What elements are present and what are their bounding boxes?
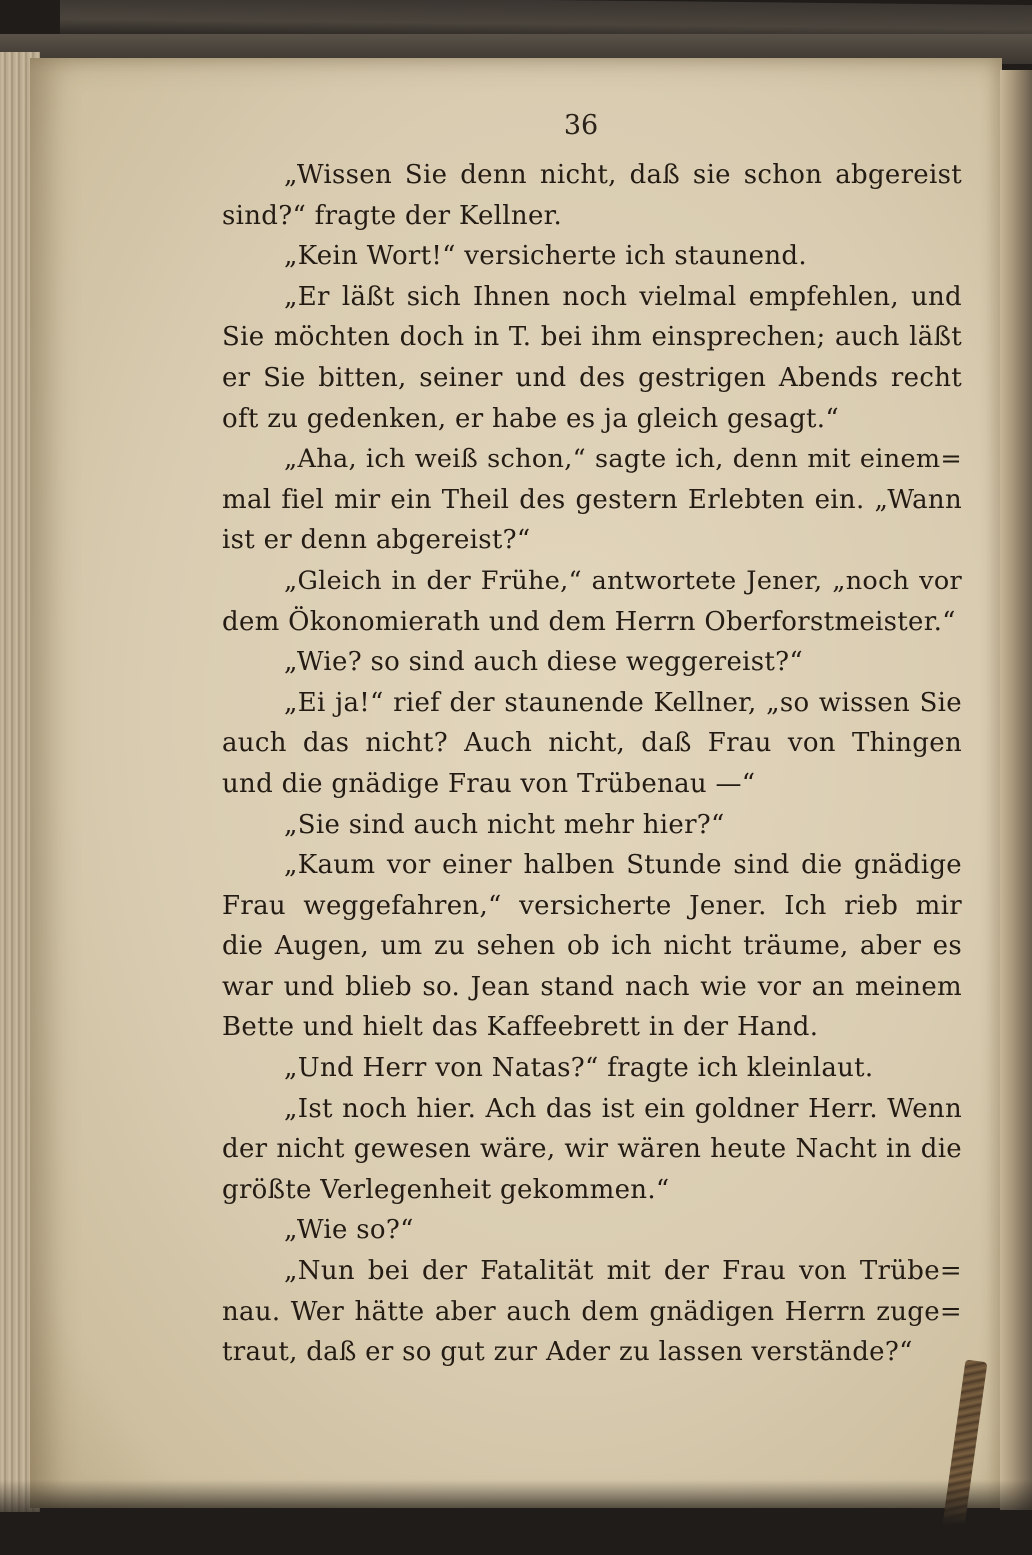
text-line: „Nun bei der Fatalität mit der Frau von Trübe= xyxy=(284,1256,962,1287)
text-line: und die gnädige Frau von Trübenau —“ xyxy=(222,768,756,799)
text-line: auch das nicht? Auch nicht, daß Frau von Thingen xyxy=(222,728,962,759)
text-line: traut, daß er so gut zur Ader zu lassen verstände?“ xyxy=(222,1337,913,1368)
text-line: er Sie bitten, seiner und des gestrigen Abends recht xyxy=(222,362,962,393)
text-line: nau. Wer hätte aber auch dem gnädigen Herrn zuge= xyxy=(222,1296,962,1327)
text-line: oft zu gedenken, er habe es ja gleich gesagt.“ xyxy=(222,403,839,434)
text-line: die Augen, um zu sehen ob ich nicht träume, aber es xyxy=(222,931,962,962)
text-line: Bette und hielt das Kaffeebrett in der Hand. xyxy=(222,1012,819,1043)
text-line: Sie möchten doch in T. bei ihm einsprechen; auch läßt xyxy=(222,322,962,353)
text-line: „Ei ja!“ rief der staunende Kellner, „so wissen Sie xyxy=(284,687,962,718)
text-line: mal fiel mir ein Theil des gestern Erlebten ein. „Wann xyxy=(222,484,962,515)
text-line: „Er läßt sich Ihnen noch vielmal empfehlen, und xyxy=(284,281,962,312)
page-number: 36 xyxy=(563,110,599,141)
text-line: Frau weggefahren,“ versicherte Jener. Ich rieb mir xyxy=(222,890,962,921)
text-line: „Wie? so sind auch diese weggereist?“ xyxy=(284,647,804,678)
text-line: dem Ökonomierath und dem Herrn Oberforstmeister.“ xyxy=(222,606,956,637)
text-line: sind?“ fragte der Kellner. xyxy=(222,200,563,231)
text-line: „Kein Wort!“ versicherte ich staunend. xyxy=(284,241,807,272)
text-line: „Sie sind auch nicht mehr hier?“ xyxy=(284,809,725,840)
text-line: ist er denn abgereist?“ xyxy=(222,525,531,556)
text-line: „Aha, ich weiß schon,“ sagte ich, denn mit einem= xyxy=(284,444,962,475)
text-line: „Wie so?“ xyxy=(284,1215,414,1246)
bottom-shadow xyxy=(0,1480,1032,1555)
body-text xyxy=(222,155,962,1373)
text-line: größte Verlegenheit gekommen.“ xyxy=(222,1174,670,1205)
text-line: „Wissen Sie denn nicht, daß sie schon abgereist xyxy=(284,160,962,190)
page-edge-right xyxy=(1000,70,1032,1510)
text-line: „Und Herr von Natas?“ fragte ich kleinlaut. xyxy=(284,1053,874,1084)
text-line: der nicht gewesen wäre, wir wären heute Nacht in die xyxy=(222,1134,962,1165)
text-line: „Kaum vor einer halben Stunde sind die gnädige xyxy=(284,850,962,881)
text-line: „Gleich in der Frühe,“ antwortete Jener, „noch vor xyxy=(284,565,962,596)
text-line: war und blieb so. Jean stand nach wie vor an meinem xyxy=(222,971,962,1002)
text-line: „Ist noch hier. Ach das ist ein goldner Herr. Wenn xyxy=(284,1093,962,1124)
